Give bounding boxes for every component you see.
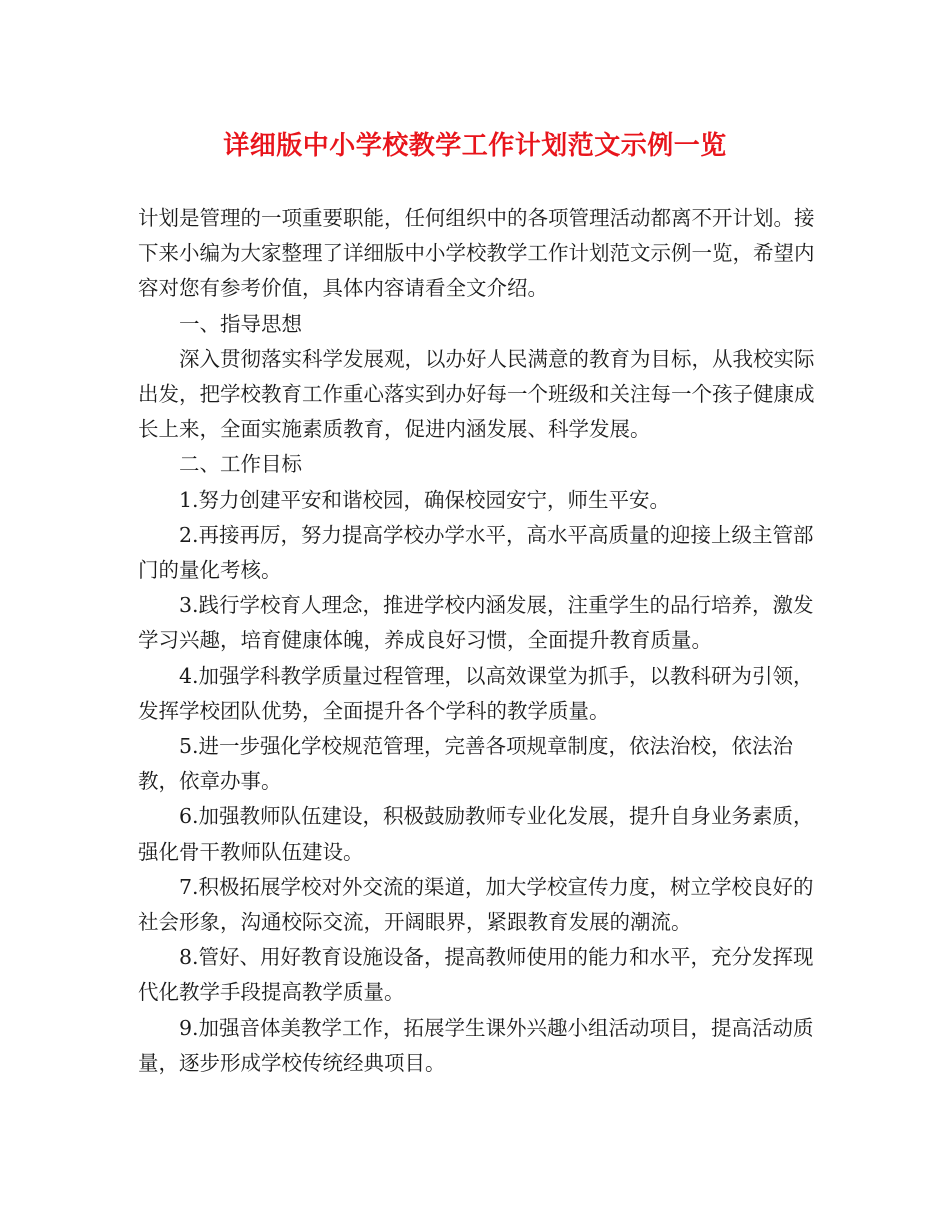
goal-item-3: 3.践行学校育人理念，推进学校内涵发展，注重学生的品行培养，激发学习兴趣，培育健康体魄，养成良好习惯，全面提升教育质量。 [138,593,814,653]
goal-item-6: 6.加强教师队伍建设，积极鼓励教师专业化发展，提升自身业务素质，强化骨干教师队伍建设。 [138,804,814,864]
goal-item-1: 1.努力创建平安和谐校园，确保校园安宁，师生平安。 [179,487,671,512]
section-heading-work-goals: 二、工作目标 [179,452,302,477]
paragraph-guiding-ideology: 深入贯彻落实科学发展观，以办好人民满意的教育为目标，从我校实际出发，把学校教育工作重心落实到办好每一个班级和关注每一个孩子健康成长上来，全面实施素质教育，促进内涵发展、科学发展。 [138,346,815,442]
goal-item-9: 9.加强音体美教学工作，拓展学生课外兴趣小组活动项目，提高活动质量，逐步形成学校传统经典项目。 [138,1015,814,1075]
goal-item-5: 5.进一步强化学校规范管理，完善各项规章制度，依法治校，依法治教，依章办事。 [138,734,794,794]
document-body [138,201,818,1081]
goal-item-2: 2.再接再厉，努力提高学校办学水平，高水平高质量的迎接上级主管部门的量化考核。 [138,522,814,583]
document-title: 详细版中小学校教学工作计划范文示例一览 [223,131,727,161]
intro-paragraph: 计划是管理的一项重要职能，任何组织中的各项管理活动都离不开计划。接下来小编为大家整理了详细版中小学校教学工作计划范文示例一览，希望内容对您有参考价值，具体内容请看全文介绍。 [138,206,815,301]
goal-item-8: 8.管好、用好教育设施设备，提高教师使用的能力和水平，充分发挥现代化教学手段提高教学质量。 [138,945,814,1005]
goal-item-7: 7.积极拓展学校对外交流的渠道，加大学校宣传力度，树立学校良好的社会形象，沟通校际交流，开阔眼界，紧跟教育发展的潮流。 [138,874,814,935]
goal-item-4: 4.加强学科教学质量过程管理，以高效课堂为抓手，以教科研为引领，发挥学校团队优势，全面提升各个学科的教学质量。 [138,663,814,723]
section-heading-guiding-ideology: 一、指导思想 [179,311,302,336]
